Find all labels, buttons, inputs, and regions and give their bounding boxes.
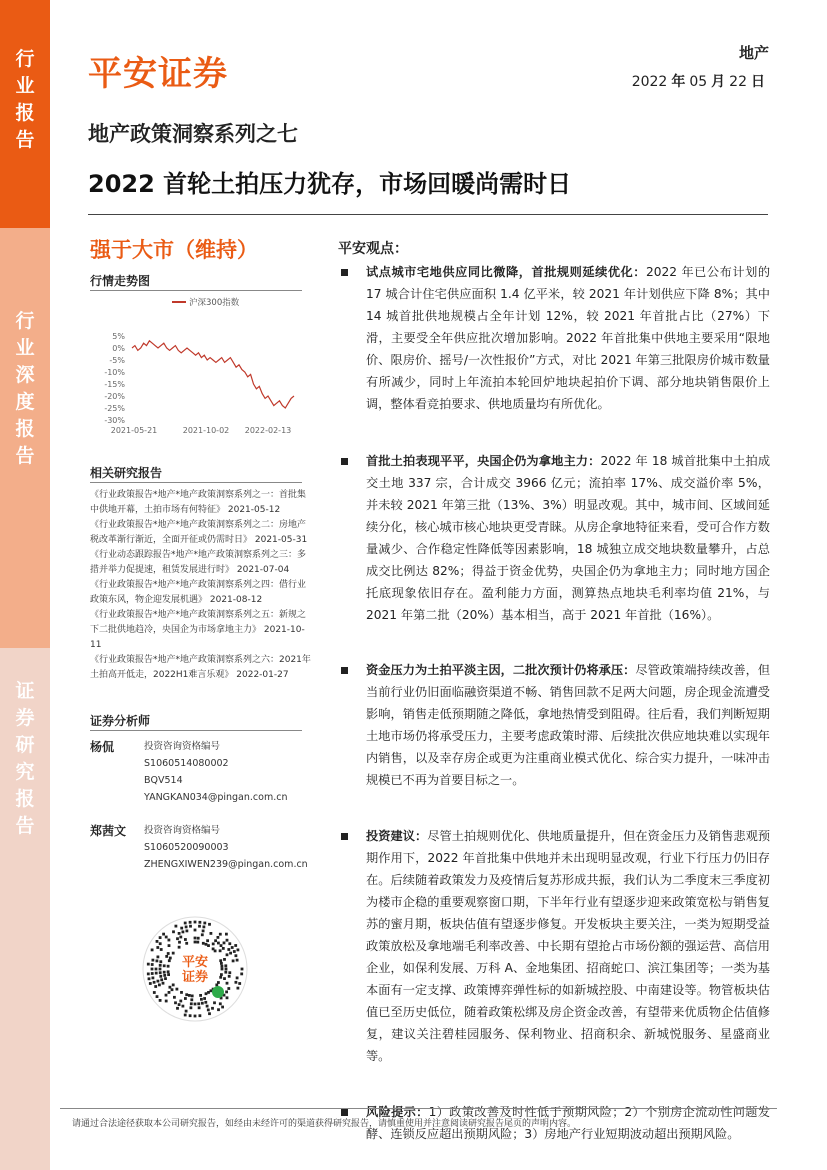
header-divider	[88, 214, 768, 215]
qr-dot	[184, 997, 187, 1000]
qr-dot	[221, 965, 224, 968]
bullet-square-icon	[341, 458, 348, 465]
qr-dot	[205, 943, 208, 946]
bullet-square-icon	[341, 833, 348, 840]
qr-dot	[162, 982, 165, 985]
mini-program-qr-code[interactable]	[142, 916, 248, 1022]
series-line	[132, 341, 294, 408]
qr-dot	[221, 968, 224, 971]
related-report-item[interactable]: 《行业政策报告*地产*地产政策洞察系列之一：首批集中供地开幕，土拍市场有何特征》 2021-05-12	[90, 490, 307, 515]
qr-dot	[190, 998, 193, 1001]
qr-dot	[194, 1015, 197, 1018]
qr-dot	[184, 938, 187, 941]
qr-dot	[182, 1005, 185, 1008]
qr-dot	[225, 991, 228, 994]
rating: 强于大市（维持）	[90, 238, 258, 262]
qr-dot	[159, 942, 162, 945]
qr-dot	[226, 996, 229, 999]
qr-dot	[203, 997, 206, 1000]
sector-label: 地产	[738, 44, 769, 62]
qr-dot	[219, 1002, 222, 1005]
qr-dot	[180, 927, 183, 930]
qr-dot	[156, 946, 159, 949]
views-list	[338, 261, 770, 1145]
view-item: 投资建议：尽管土拍规则优化、供地质量提升，但在资金压力及销售悲观预期作用下，2022 年首批集中供地并未出现明显改观，行业下行压力仍旧存在。后续随着政策发力及疫情后复苏形成共振，我们认为二季度末三季度初为楼市企稳的重要观察窗口期，下半年行业有望逐步迎来政策宽松与销售复苏的蜜月期，板块估值有望逐步修复。开发板块主要关注，一类为短期受益政策放松及拿地端毛利率改善、中长期有望抢占市场份额的强运营、高信用企业，如保利发展、万科 A、金地集团、招商蛇口、滨江集团等；一类为基本面有一定支撑、政策博弈弹性标的如新城控股、中南建设等。物管板块估值已至历史低位，随着政策松绑及房企资金改善，有望带来优质物企估值修复，建议关注碧桂园服务、保利物业、招商积余、新城悦服务、星盛商业等。	[338, 825, 770, 1067]
qr-dot	[238, 982, 241, 985]
qr-dot	[207, 944, 210, 947]
qr-dot	[176, 937, 179, 940]
qr-dot	[220, 973, 223, 976]
qr-dot	[203, 922, 206, 925]
analyst-divider	[90, 730, 302, 731]
qr-dot	[159, 968, 162, 971]
qr-dot	[220, 944, 223, 947]
qr-dot	[189, 921, 192, 924]
qr-dot	[159, 975, 162, 978]
qr-dot	[212, 943, 215, 946]
qr-dot	[184, 922, 187, 925]
qr-dot	[148, 977, 151, 980]
qr-dot	[220, 962, 223, 965]
market-trend-label: 行情走势图	[90, 274, 151, 288]
qr-dot	[159, 971, 162, 974]
qr-logo-text: 平安	[181, 955, 209, 970]
qr-dot	[185, 942, 188, 945]
qr-dot	[151, 968, 154, 971]
qr-dot	[236, 977, 239, 980]
qr-dot	[169, 957, 172, 960]
qr-dot	[217, 1008, 220, 1011]
qr-logo-text: 证券	[181, 970, 209, 985]
x-tick-label: 2021-10-02	[182, 426, 230, 435]
qr-dot	[172, 952, 175, 955]
qr-dot	[169, 986, 172, 989]
qr-dot	[167, 965, 170, 968]
qr-dot	[154, 985, 157, 988]
mini-program-icon	[212, 986, 224, 998]
y-tick-label: -25%	[104, 404, 125, 413]
stripe-industry-depth-report: 行 业 深 度 报 告	[0, 228, 50, 648]
qr-dot	[174, 1001, 177, 1004]
qr-dot	[172, 984, 175, 987]
qr-dot	[147, 963, 150, 966]
qr-dot	[234, 944, 237, 947]
qr-dot	[227, 987, 230, 990]
qr-dot	[206, 1005, 209, 1008]
qr-dot	[149, 982, 152, 985]
y-tick-label: -5%	[109, 356, 125, 365]
qr-dot	[236, 959, 239, 962]
qr-dot	[168, 991, 171, 994]
qr-dot	[157, 980, 160, 983]
qr-dot	[156, 995, 159, 998]
qr-dot	[185, 993, 188, 996]
qr-dot	[156, 940, 159, 943]
qr-dot	[196, 941, 199, 944]
analyst-name: 郑茜文	[90, 824, 127, 838]
y-tick-label: 5%	[112, 332, 125, 341]
qr-dot	[155, 968, 158, 971]
qr-dot	[223, 942, 226, 945]
series-title: 地产政策洞察系列之七	[88, 122, 298, 146]
qr-dot	[205, 992, 208, 995]
qr-dot	[215, 984, 218, 987]
qr-dot	[184, 1014, 187, 1017]
market-trend-svg	[90, 290, 302, 438]
qr-dot	[186, 930, 189, 933]
qr-dot	[233, 950, 236, 953]
qr-dot	[152, 959, 155, 962]
x-tick-label: 2022-02-13	[244, 426, 292, 435]
qr-dot	[165, 955, 168, 958]
qr-dot	[231, 946, 234, 949]
qr-dot	[158, 984, 161, 987]
qr-dot	[182, 931, 185, 934]
y-tick-label: 0%	[112, 344, 125, 353]
bullet-square-icon	[341, 1109, 348, 1116]
bullet-square-icon	[341, 667, 348, 674]
qr-dot	[229, 952, 232, 955]
qr-dot	[198, 1006, 201, 1009]
qr-dot	[171, 988, 174, 991]
qr-dot	[219, 949, 222, 952]
qr-dot	[172, 930, 175, 933]
qr-dot	[213, 1001, 216, 1004]
qr-dot	[199, 921, 202, 924]
qr-dot	[235, 981, 238, 984]
qr-dot	[197, 1002, 200, 1005]
qr-dot	[159, 964, 162, 967]
qr-dot	[191, 995, 194, 998]
qr-dot	[179, 936, 182, 939]
analyst-info: 投资咨询资格编号 S1060514080002 BQV514 YANGKAN034@pingan.com.cn	[144, 738, 287, 806]
qr-dot	[224, 971, 227, 974]
related-research-label: 相关研究报告	[90, 466, 163, 480]
qr-dot	[240, 973, 243, 976]
qr-dot	[151, 949, 154, 952]
qr-dot	[217, 942, 220, 945]
qr-dot	[163, 974, 166, 977]
related-report-item[interactable]: 《行业政策报告*地产*地产政策洞察系列之六：2021年土拍高开低走，2022H1难言乐观》 2022-01-27	[90, 655, 311, 680]
qr-dot	[178, 1003, 181, 1006]
qr-dot	[202, 942, 205, 945]
qr-dot	[168, 944, 171, 947]
qr-dot	[176, 1007, 179, 1010]
qr-dot	[159, 999, 162, 1002]
qr-dot	[153, 981, 156, 984]
qr-dot	[219, 976, 222, 979]
view-item: 资金压力为土拍平淡主因，二批次预计仍将承压：尽管政策端持续改善，但当前行业仍旧面临融资渠道不畅、销售回款不足两大问题，房企现金流遭受影响，销售走低预期随之降低，拿地热情受到阻碍。往后看，我们判断短期土地市场仍将承受压力，主要考虑政策时滞、后续批次供应地块难以实现年内销售，以及幸存房企或更为注重商业模式优化、综合实力提升，一味冲击规模已不再为首要目标之一。	[338, 659, 770, 791]
qr-dot	[160, 978, 163, 981]
qr-dot	[162, 933, 165, 936]
analyst-name: 杨侃	[90, 740, 115, 754]
stripe-industry-report: 行 业 报 告	[0, 0, 50, 228]
qr-dot	[157, 956, 160, 959]
brand-logo: 平安证券	[88, 54, 228, 94]
qr-dot	[217, 981, 220, 984]
qr-dot	[200, 998, 203, 1001]
qr-dot	[173, 996, 176, 999]
qr-dot	[151, 972, 154, 975]
qr-dot	[198, 925, 201, 928]
qr-dot	[214, 939, 217, 942]
qr-dot	[226, 953, 229, 956]
view-item: 风险提示：1）政策改善及时性低于预期风险；2）个别房企流动性问题发酵、连锁反应超出预期风险；3）房地产行业短期波动超出预期风险。	[338, 1101, 770, 1145]
qr-dot	[180, 991, 183, 994]
qr-dot	[208, 923, 211, 926]
qr-dot	[225, 933, 228, 936]
qr-dot	[206, 939, 209, 942]
view-item: 试点城市宅地供应同比微降，首批规则延续优化：2022 年已公布计划的 17 城合计住宅供应面积 1.4 亿平米，较 2021 年计划供应下降 8%；其中 14 城首批供地规模占全年计划 12%，较 2021 年首批占比（27%）下滑，主要受全年供应批次增加影响。2022 年首批集中供地主要采用“限地价、限房价、摇号/一次性报价”方式，对比 2021 年第三批限房价城市数量有所减少，同时上年流拍本轮回炉地块起拍价下调、部分地块销售限价上调，整体看竞拍要求、供地质量均有所优化。	[338, 261, 770, 415]
qr-dot	[199, 1014, 202, 1017]
qr-dot	[152, 977, 155, 980]
qr-dot	[227, 948, 230, 951]
qr-dot	[167, 970, 170, 973]
qr-dot	[222, 947, 225, 950]
bullet-square-icon	[341, 269, 348, 276]
footer-divider	[60, 1108, 777, 1109]
qr-dot	[221, 1006, 224, 1009]
related-report-item[interactable]: 《行业动态跟踪报告*地产*地产政策洞察系列之三：多措并举力促提速，租赁发展进行时》 2021-07-04	[90, 550, 307, 575]
qr-dot	[217, 936, 220, 939]
qr-dot	[165, 994, 168, 997]
qr-dot	[225, 968, 228, 971]
analyst-email[interactable]: YANGKAN034@pingan.com.cn	[144, 792, 288, 803]
qr-dot	[208, 1012, 211, 1015]
stripe-securities-research-report: 证 券 研 究 报 告	[0, 648, 50, 1170]
qr-dot	[235, 954, 238, 957]
qr-dot	[228, 971, 231, 974]
y-tick-label: -10%	[104, 368, 125, 377]
qr-dot	[214, 950, 217, 953]
y-tick-label: -30%	[104, 416, 125, 425]
qr-dot	[194, 921, 197, 924]
qr-dot	[159, 936, 162, 939]
qr-dot	[168, 959, 171, 962]
side-stripe	[0, 0, 50, 1170]
footer-disclaimer: 请通过合法途径获取本公司研究报告，如经由未经许可的渠道获得研究报告，请慎重使用并注意阅读研究报告尾页的声明内容。	[72, 1119, 577, 1129]
qr-dot	[211, 1007, 214, 1010]
qr-dot	[204, 1001, 207, 1004]
qr-dot	[153, 991, 156, 994]
related-report-item[interactable]: 《行业政策报告*地产*地产政策洞察系列之四：借行业政策东风，物企迎发展机遇》 2021-08-12	[90, 580, 307, 605]
x-tick-label: 2021-05-21	[110, 426, 158, 435]
analyst-info: 投资咨询资格编号 S1060520090003 ZHENGXIWEN239@pingan.com.cn	[144, 822, 308, 873]
qr-dot	[232, 960, 235, 963]
qr-dot	[201, 933, 204, 936]
qr-dot	[194, 1003, 197, 1006]
view-item: 首批土拍表现平平，央国企仍为拿地主力：2022 年 18 城首批集中土拍成交土地 337 宗，合计成交 3966 亿元；流拍率 17%、成交溢价率 5%，并未较 2021 年第三批（13%、3%）明显改观。其中，城市间、区域间延续分化，核心城市核心地块更受青睐。从房企拿地特征来看，受可合作方数量减少、合作稳定性降低等因素影响，18 城独立成交地块数量攀升，占总成交比例达 82%；得益于资金优势，央国企仍为拿地主力；同时地方国企托底现象依旧存在。盈利能力方面，测算热点地块毛利率均值 21%，与 2021 年第二批（20%）基本相当，高于 2021 年首批（16%）。	[338, 450, 770, 626]
qr-dot	[219, 933, 222, 936]
qr-dot	[201, 1002, 204, 1005]
qr-dot	[237, 987, 240, 990]
qr-dot	[156, 960, 159, 963]
qr-dot	[178, 941, 181, 944]
qr-dot	[224, 964, 227, 967]
qr-dot	[241, 968, 244, 971]
qr-dot	[155, 972, 158, 975]
qr-dot	[203, 926, 206, 929]
qr-dot	[190, 1006, 193, 1009]
qr-dot	[159, 960, 162, 963]
qr-dot	[197, 937, 200, 940]
related-research-list	[90, 488, 312, 683]
y-tick-label: -15%	[104, 380, 125, 389]
qr-dot	[219, 959, 222, 962]
qr-dot	[199, 994, 202, 997]
related-research-divider	[90, 482, 302, 483]
qr-dot	[188, 994, 191, 997]
qr-dot	[237, 949, 240, 952]
qr-dot	[207, 1009, 210, 1012]
qr-dot	[207, 991, 210, 994]
report-title: 2022 首轮土拍压力犹存，市场回暖尚需时日	[88, 170, 572, 198]
qr-dot	[226, 939, 229, 942]
market-trend-chart	[90, 290, 302, 438]
qr-dot	[175, 925, 178, 928]
qr-dot	[202, 930, 205, 933]
views-title: 平安观点：	[338, 241, 408, 257]
qr-dot	[189, 1014, 192, 1017]
qr-dot	[194, 937, 197, 940]
qr-dot	[165, 936, 168, 939]
report-date: 2022 年 05 月 22 日	[631, 74, 765, 90]
qr-dot	[185, 1010, 188, 1013]
qr-dot	[178, 946, 181, 949]
legend-label: 沪深300指数	[189, 298, 240, 308]
qr-dot	[164, 977, 167, 980]
qr-dot	[223, 958, 226, 961]
qr-dot	[163, 971, 166, 974]
qr-dot	[228, 942, 231, 945]
qr-dot	[194, 929, 197, 932]
qr-dot	[176, 988, 179, 991]
qr-dot	[167, 973, 170, 976]
qr-dot	[163, 964, 166, 967]
related-report-item[interactable]: 《行业政策报告*地产*地产政策洞察系列之五：新规之下二批供地趋冷，央国企为市场拿地主力》 2021-10-11	[90, 610, 307, 650]
analyst-section-label: 证券分析师	[90, 714, 151, 728]
qr-dot	[168, 939, 171, 942]
qr-dot	[160, 948, 163, 951]
y-tick-label: -20%	[104, 392, 125, 401]
qr-dot	[190, 1002, 193, 1005]
qr-dot	[178, 932, 181, 935]
qr-dot	[167, 952, 170, 955]
qr-dot	[151, 963, 154, 966]
qr-dot	[189, 925, 192, 928]
qr-dot	[179, 1000, 182, 1003]
qr-dot	[223, 977, 226, 980]
qr-dot	[210, 932, 213, 935]
qr-dot	[165, 1000, 168, 1003]
qr-dot	[147, 973, 150, 976]
qr-dot	[185, 926, 188, 929]
qr-dot	[226, 982, 229, 985]
qr-dot	[210, 989, 213, 992]
related-report-item[interactable]: 《行业政策报告*地产*地产政策洞察系列之二：房地产税改革渐行渐近，全面开征或仍需时日》 2021-05-31	[90, 520, 308, 545]
analyst-email[interactable]: ZHENGXIWEN239@pingan.com.cn	[144, 859, 308, 870]
qr-dot	[228, 975, 231, 978]
qr-dot	[194, 941, 197, 944]
